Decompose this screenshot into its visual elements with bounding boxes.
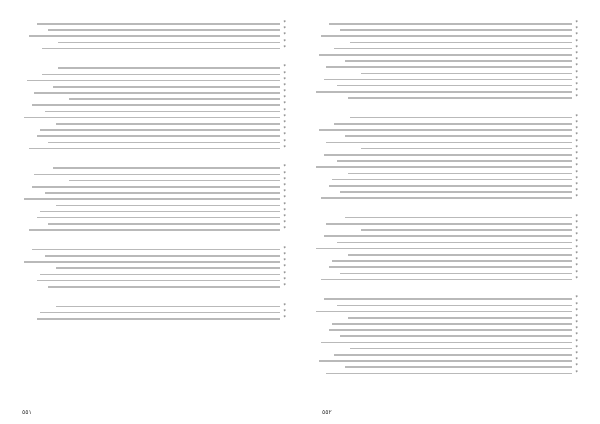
- bullet-star-icon: *: [283, 276, 286, 283]
- unreadable-text-placeholder: [56, 205, 280, 207]
- bullet-star-icon: *: [575, 244, 578, 251]
- verse-line: [314, 27, 578, 33]
- section-number: [314, 14, 578, 21]
- unreadable-text-placeholder: [56, 306, 280, 308]
- unreadable-text-placeholder: [45, 192, 280, 194]
- verse-line: [314, 46, 578, 52]
- verse-line: [314, 77, 578, 83]
- bullet-star-icon: *: [283, 170, 286, 177]
- verse-line: [314, 133, 578, 139]
- unreadable-text-placeholder: [326, 66, 572, 68]
- section-number: [22, 158, 286, 165]
- bullet-star-icon: *: [283, 270, 286, 277]
- unreadable-text-placeholder: [58, 42, 280, 44]
- verse-line: [314, 277, 578, 283]
- bullet-star-icon: *: [283, 195, 286, 202]
- unreadable-text-placeholder: [53, 167, 280, 169]
- verse-line: [314, 246, 578, 252]
- section-number: [314, 208, 578, 215]
- verse-line: [314, 303, 578, 309]
- verse-line: [314, 221, 578, 227]
- verse-line: [22, 33, 286, 39]
- verse-line: [314, 309, 578, 315]
- bullet-star-icon: *: [283, 89, 286, 96]
- bullet-star-icon: *: [575, 257, 578, 264]
- verse-line: [22, 78, 286, 84]
- unreadable-text-placeholder: [37, 318, 280, 320]
- verse-line: [314, 195, 578, 201]
- unreadable-text-placeholder: [324, 235, 572, 237]
- bullet-star-icon: *: [575, 132, 578, 139]
- bullet-star-icon: *: [283, 120, 286, 127]
- verse-line: [22, 272, 286, 278]
- bullet-star-icon: *: [575, 269, 578, 276]
- verse-line: [314, 71, 578, 77]
- unreadable-text-placeholder: [29, 35, 280, 37]
- unreadable-text-placeholder: [316, 91, 572, 93]
- verse-line: [22, 127, 286, 133]
- unreadable-text-placeholder: [40, 274, 280, 276]
- unreadable-text-placeholder: [40, 129, 280, 131]
- bullet-star-icon: *: [283, 26, 286, 33]
- section-number: [22, 14, 286, 21]
- bullet-star-icon: *: [575, 120, 578, 127]
- section-number: [314, 289, 578, 296]
- unreadable-text-placeholder: [69, 98, 280, 100]
- right-page: [300, 0, 600, 424]
- bullet-star-icon: *: [283, 245, 286, 252]
- unreadable-text-placeholder: [348, 254, 572, 256]
- unreadable-text-placeholder: [48, 142, 280, 144]
- unreadable-text-placeholder: [345, 217, 572, 219]
- poem-section: [314, 108, 578, 201]
- verse-line: [314, 240, 578, 246]
- bullet-star-icon: *: [575, 181, 578, 188]
- unreadable-text-placeholder: [329, 185, 572, 187]
- unreadable-text-placeholder: [337, 242, 572, 244]
- bullet-star-icon: *: [575, 332, 578, 339]
- verse-line: [22, 310, 286, 316]
- bullet-star-icon: *: [283, 226, 286, 233]
- unreadable-text-placeholder: [350, 117, 572, 119]
- bullet-star-icon: *: [283, 164, 286, 171]
- bullet-star-icon: *: [575, 232, 578, 239]
- verse-line: [22, 209, 286, 215]
- unreadable-text-placeholder: [329, 329, 572, 331]
- verse-line: [22, 221, 286, 227]
- verse-line: [314, 296, 578, 302]
- poem-section: [22, 158, 286, 232]
- bullet-star-icon: *: [283, 70, 286, 77]
- unreadable-text-placeholder: [361, 229, 572, 231]
- bullet-star-icon: *: [575, 81, 578, 88]
- unreadable-text-placeholder: [319, 129, 572, 131]
- bullet-star-icon: *: [283, 189, 286, 196]
- unreadable-text-placeholder: [24, 198, 280, 200]
- poem-section: [314, 14, 578, 101]
- verse-line: [314, 21, 578, 27]
- unreadable-text-placeholder: [319, 360, 572, 362]
- bullet-star-icon: *: [575, 357, 578, 364]
- bullet-star-icon: *: [575, 44, 578, 51]
- bullet-star-icon: *: [575, 38, 578, 45]
- verse-line: [22, 146, 286, 152]
- unreadable-text-placeholder: [24, 117, 280, 119]
- bullet-star-icon: *: [283, 282, 286, 289]
- unreadable-text-placeholder: [37, 23, 280, 25]
- verse-line: [22, 304, 286, 310]
- verse-line: [22, 46, 286, 52]
- bullet-star-icon: *: [283, 264, 286, 271]
- unreadable-text-placeholder: [334, 354, 572, 356]
- bullet-star-icon: *: [283, 126, 286, 133]
- unreadable-text-placeholder: [340, 273, 572, 275]
- unreadable-text-placeholder: [337, 85, 572, 87]
- verse-line: [314, 252, 578, 258]
- bullet-star-icon: *: [575, 275, 578, 282]
- bullet-star-icon: *: [283, 64, 286, 71]
- bullet-star-icon: *: [283, 101, 286, 108]
- verse-line: [22, 90, 286, 96]
- unreadable-text-placeholder: [42, 74, 280, 76]
- bullet-star-icon: *: [575, 263, 578, 270]
- unreadable-text-placeholder: [321, 342, 572, 344]
- unreadable-text-placeholder: [324, 298, 572, 300]
- unreadable-text-placeholder: [361, 148, 572, 150]
- verse-line: [314, 83, 578, 89]
- bullet-star-icon: *: [575, 369, 578, 376]
- bullet-star-icon: *: [575, 344, 578, 351]
- unreadable-text-placeholder: [56, 123, 280, 125]
- unreadable-text-placeholder: [58, 67, 280, 69]
- verse-line: [314, 121, 578, 127]
- verse-line: [22, 102, 286, 108]
- verse-line: [314, 371, 578, 377]
- bullet-star-icon: *: [575, 313, 578, 320]
- bullet-star-icon: *: [575, 301, 578, 308]
- bullet-star-icon: *: [575, 320, 578, 327]
- verse-line: [22, 96, 286, 102]
- verse-line: [314, 152, 578, 158]
- bullet-star-icon: *: [283, 38, 286, 45]
- verse-line: [314, 140, 578, 146]
- unreadable-text-placeholder: [348, 317, 572, 319]
- verse-line: [22, 27, 286, 33]
- unreadable-text-placeholder: [340, 335, 572, 337]
- unreadable-text-placeholder: [345, 135, 572, 137]
- unreadable-text-placeholder: [316, 248, 572, 250]
- bullet-star-icon: *: [575, 213, 578, 220]
- bullet-star-icon: *: [575, 144, 578, 151]
- unreadable-text-placeholder: [350, 348, 572, 350]
- unreadable-text-placeholder: [48, 286, 280, 288]
- verse-line: [314, 146, 578, 152]
- verse-line: [22, 109, 286, 115]
- verse-line: [314, 321, 578, 327]
- unreadable-text-placeholder: [29, 229, 280, 231]
- bullet-star-icon: *: [283, 20, 286, 26]
- poem-section: [22, 240, 286, 290]
- page-number: ٥٥٢: [322, 409, 332, 416]
- verse-line: [22, 190, 286, 196]
- bullet-star-icon: *: [283, 82, 286, 89]
- verse-line: [22, 72, 286, 78]
- bullet-star-icon: *: [575, 150, 578, 157]
- unreadable-text-placeholder: [326, 142, 572, 144]
- verse-line: [22, 265, 286, 271]
- unreadable-text-placeholder: [361, 73, 572, 75]
- verse-line: [314, 158, 578, 164]
- verse-line: [22, 133, 286, 139]
- bullet-star-icon: *: [283, 32, 286, 39]
- verse-line: [22, 121, 286, 127]
- bullet-star-icon: *: [283, 138, 286, 145]
- unreadable-text-placeholder: [34, 174, 280, 176]
- verse-line: [314, 89, 578, 95]
- unreadable-text-placeholder: [53, 86, 280, 88]
- bullet-star-icon: *: [575, 57, 578, 64]
- unreadable-text-placeholder: [34, 92, 280, 94]
- section-number: [22, 58, 286, 65]
- unreadable-text-placeholder: [334, 48, 572, 50]
- unreadable-text-placeholder: [56, 267, 280, 269]
- bullet-star-icon: *: [283, 314, 286, 321]
- verse-line: [22, 172, 286, 178]
- bullet-star-icon: *: [283, 201, 286, 208]
- bullet-star-icon: *: [575, 220, 578, 227]
- unreadable-text-placeholder: [40, 211, 280, 213]
- verse-line: [314, 227, 578, 233]
- verse-line: [22, 247, 286, 253]
- verse-line: [22, 21, 286, 27]
- bullet-star-icon: *: [283, 258, 286, 265]
- unreadable-text-placeholder: [345, 366, 572, 368]
- unreadable-text-placeholder: [321, 197, 572, 199]
- verse-line: [314, 95, 578, 101]
- unreadable-text-placeholder: [321, 279, 572, 281]
- verse-line: [314, 127, 578, 133]
- unreadable-text-placeholder: [348, 97, 572, 99]
- unreadable-text-placeholder: [316, 311, 572, 313]
- bullet-star-icon: *: [575, 175, 578, 182]
- unreadable-text-placeholder: [42, 48, 280, 50]
- unreadable-text-placeholder: [319, 54, 572, 56]
- bullet-star-icon: *: [575, 169, 578, 176]
- verse-line: [314, 33, 578, 39]
- unreadable-text-placeholder: [340, 191, 572, 193]
- verse-line: [314, 358, 578, 364]
- verse-line: [314, 327, 578, 333]
- bullet-star-icon: *: [575, 69, 578, 76]
- bullet-star-icon: *: [575, 295, 578, 302]
- section-number: [314, 108, 578, 115]
- verse-line: [22, 65, 286, 71]
- poem-section: [22, 297, 286, 322]
- bullet-star-icon: *: [575, 163, 578, 170]
- unreadable-text-placeholder: [69, 180, 280, 182]
- unreadable-text-placeholder: [37, 135, 280, 137]
- verse-line: [314, 171, 578, 177]
- unreadable-text-placeholder: [332, 179, 572, 181]
- bullet-star-icon: *: [575, 226, 578, 233]
- verse-line: [22, 316, 286, 322]
- verse-line: [22, 165, 286, 171]
- bullet-star-icon: *: [575, 363, 578, 370]
- unreadable-text-placeholder: [329, 266, 572, 268]
- unreadable-text-placeholder: [332, 260, 572, 262]
- verse-line: [314, 364, 578, 370]
- verse-line: [314, 189, 578, 195]
- verse-line: [314, 40, 578, 46]
- bullet-star-icon: *: [283, 176, 286, 183]
- unreadable-text-placeholder: [27, 80, 280, 82]
- bullet-star-icon: *: [283, 213, 286, 220]
- verse-line: [314, 64, 578, 70]
- verse-line: [22, 284, 286, 290]
- unreadable-text-placeholder: [340, 29, 572, 31]
- bullet-star-icon: *: [283, 144, 286, 151]
- bullet-star-icon: *: [575, 50, 578, 57]
- bullet-star-icon: *: [283, 44, 286, 51]
- section-number: [22, 240, 286, 247]
- bullet-star-icon: *: [575, 251, 578, 257]
- unreadable-text-placeholder: [348, 173, 572, 175]
- unreadable-text-placeholder: [37, 280, 280, 282]
- verse-line: [314, 164, 578, 170]
- bullet-star-icon: *: [575, 238, 578, 245]
- verse-line: [22, 184, 286, 190]
- bullet-star-icon: *: [575, 26, 578, 33]
- bullet-star-icon: *: [575, 126, 578, 133]
- verse-line: [314, 264, 578, 270]
- unreadable-text-placeholder: [316, 166, 572, 168]
- verse-line: [22, 115, 286, 121]
- verse-line: [314, 115, 578, 121]
- bullet-star-icon: *: [283, 252, 286, 259]
- unreadable-text-placeholder: [45, 111, 280, 113]
- unreadable-text-placeholder: [324, 154, 572, 156]
- verse-line: [22, 259, 286, 265]
- verse-line: [22, 84, 286, 90]
- unreadable-text-placeholder: [334, 123, 572, 125]
- poem-section: [314, 208, 578, 282]
- bullet-star-icon: *: [575, 157, 578, 164]
- unreadable-text-placeholder: [350, 42, 572, 44]
- verse-line: [314, 233, 578, 239]
- bullet-star-icon: *: [283, 207, 286, 214]
- poem-section: [314, 289, 578, 376]
- unreadable-text-placeholder: [48, 29, 280, 31]
- unreadable-text-placeholder: [48, 223, 280, 225]
- poem-section: [22, 58, 286, 151]
- verse-line: [22, 215, 286, 221]
- page-number: ٥٥١: [22, 409, 32, 416]
- unreadable-text-placeholder: [32, 104, 280, 106]
- bullet-star-icon: *: [575, 94, 578, 101]
- bullet-star-icon: *: [283, 220, 286, 227]
- unreadable-text-placeholder: [24, 261, 280, 263]
- verse-line: [314, 346, 578, 352]
- bullet-star-icon: *: [283, 107, 286, 114]
- verse-line: [314, 352, 578, 358]
- bullet-star-icon: *: [575, 351, 578, 358]
- bullet-star-icon: *: [575, 307, 578, 314]
- unreadable-text-placeholder: [32, 249, 280, 251]
- verse-line: [314, 58, 578, 64]
- unreadable-text-placeholder: [345, 60, 572, 62]
- bullet-star-icon: *: [575, 75, 578, 82]
- verse-line: [22, 278, 286, 284]
- verse-line: [22, 227, 286, 233]
- verse-line: [22, 253, 286, 259]
- unreadable-text-placeholder: [29, 148, 280, 150]
- bullet-star-icon: *: [575, 32, 578, 39]
- bullet-star-icon: *: [575, 63, 578, 70]
- bullet-star-icon: *: [575, 326, 578, 333]
- bullet-star-icon: *: [575, 88, 578, 95]
- verse-line: [314, 215, 578, 221]
- bullet-star-icon: *: [283, 95, 286, 102]
- unreadable-text-placeholder: [32, 186, 280, 188]
- verse-line: [22, 196, 286, 202]
- verse-line: [22, 203, 286, 209]
- unreadable-text-placeholder: [326, 223, 572, 225]
- bullet-star-icon: *: [575, 188, 578, 195]
- verse-line: [314, 258, 578, 264]
- bullet-star-icon: *: [575, 338, 578, 345]
- section-number: [22, 297, 286, 304]
- verse-line: [314, 315, 578, 321]
- bullet-star-icon: *: [283, 132, 286, 139]
- verse-line: [22, 140, 286, 146]
- bullet-star-icon: *: [283, 113, 286, 120]
- unreadable-text-placeholder: [324, 79, 572, 81]
- unreadable-text-placeholder: [337, 160, 572, 162]
- bullet-star-icon: *: [575, 138, 578, 145]
- verse-line: [314, 271, 578, 277]
- unreadable-text-placeholder: [337, 305, 572, 307]
- verse-line: [314, 52, 578, 58]
- unreadable-text-placeholder: [37, 217, 280, 219]
- poem-section: [22, 14, 286, 51]
- unreadable-text-placeholder: [40, 312, 280, 314]
- unreadable-text-placeholder: [321, 35, 572, 37]
- verse-line: [22, 178, 286, 184]
- unreadable-text-placeholder: [329, 23, 572, 25]
- bullet-star-icon: *: [283, 182, 286, 189]
- bullet-star-icon: *: [283, 76, 286, 83]
- verse-line: [314, 183, 578, 189]
- bullet-star-icon: *: [283, 302, 286, 309]
- verse-line: [314, 333, 578, 339]
- unreadable-text-placeholder: [332, 323, 572, 325]
- verse-line: [314, 177, 578, 183]
- unreadable-text-placeholder: [326, 373, 572, 375]
- verse-line: [314, 340, 578, 346]
- bullet-star-icon: *: [575, 194, 578, 201]
- unreadable-text-placeholder: [45, 255, 280, 257]
- verse-line: [22, 40, 286, 46]
- bullet-star-icon: *: [283, 308, 286, 315]
- bullet-star-icon: *: [575, 113, 578, 120]
- bullet-star-icon: *: [575, 20, 578, 26]
